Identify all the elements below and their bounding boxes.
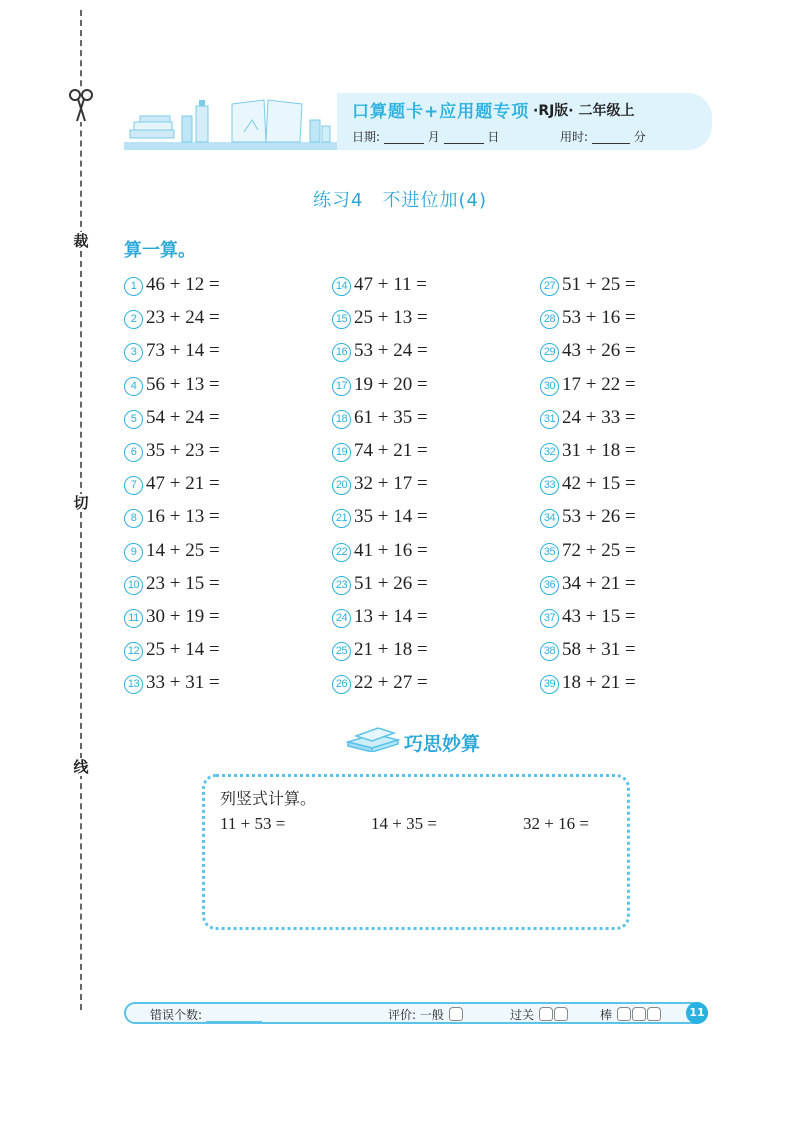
problem-expression: 19 + 20 = [354, 373, 428, 395]
problem-item [332, 406, 428, 430]
exercise-title: 练习4 不进位加(4) [313, 190, 487, 211]
problem-item [124, 373, 220, 397]
problem-number: 28 [540, 310, 559, 329]
problem-expression: 51 + 25 = [562, 274, 636, 295]
problem-expression: 74 + 21 = [354, 440, 428, 461]
problem-number: 15 [332, 310, 351, 329]
problem-number: 33 [540, 476, 559, 495]
problem-number: 10 [124, 576, 143, 595]
time-field [560, 128, 646, 145]
problem-item [124, 572, 220, 596]
date-label: 日期: [352, 130, 381, 144]
problem-item [332, 605, 428, 629]
problem-number: 3 [124, 343, 143, 362]
problem-number: 39 [540, 675, 559, 694]
rating-level-2: 过关 [510, 1008, 535, 1022]
page-number: 11 [686, 1002, 708, 1024]
problem-expression: 25 + 14 = [146, 639, 220, 661]
day-blank[interactable] [444, 132, 484, 144]
problem-item [124, 406, 220, 430]
month-blank[interactable] [384, 132, 424, 144]
problem-expression: 34 + 21 = [562, 572, 636, 594]
problem-expression: 18 + 21 = [562, 672, 636, 694]
thumb-icon[interactable] [449, 1007, 463, 1021]
problem-number: 4 [124, 377, 143, 396]
problem-number: 36 [540, 576, 559, 595]
problem-item [332, 539, 428, 563]
thumb-icon[interactable] [632, 1007, 646, 1021]
book-title: 口算题卡+应用题专项 [352, 102, 530, 122]
rating-level-3: 棒 [600, 1008, 613, 1022]
problem-expression: 43 + 26 = [562, 340, 636, 362]
problem-number: 9 [124, 543, 143, 562]
month-label: 月 [427, 130, 440, 144]
cut-label-qie: 切 [73, 494, 89, 512]
vertical-problem: 14 + 35 = [371, 814, 437, 833]
problem-expression: 53 + 26 = [562, 506, 636, 528]
books-icon [344, 724, 402, 752]
problem-number: 32 [540, 443, 559, 462]
think-title: 巧思妙算 [404, 733, 481, 755]
problem-item [124, 472, 220, 496]
problem-item [124, 306, 220, 330]
problem-item [540, 472, 636, 496]
problem-number: 34 [540, 509, 559, 528]
scissors-icon [68, 88, 94, 122]
problem-expression: 23 + 15 = [146, 572, 220, 594]
problem-expression: 14 + 25 = [146, 539, 220, 561]
problem-item [124, 273, 220, 297]
thumb-icon[interactable] [554, 1007, 568, 1021]
problem-item [540, 406, 636, 430]
problem-expression: 53 + 16 = [562, 307, 636, 329]
problem-item [540, 273, 636, 297]
problem-item [540, 373, 636, 397]
problem-item [332, 671, 428, 695]
problem-number: 7 [124, 476, 143, 495]
problem-number: 6 [124, 443, 143, 462]
problem-item [332, 339, 428, 363]
problem-item [540, 572, 636, 596]
problem-item [332, 439, 428, 463]
problem-number: 19 [332, 443, 351, 462]
header-illustration [124, 96, 340, 152]
problem-item [540, 306, 636, 330]
day-label: 日 [487, 130, 500, 144]
problem-item [332, 505, 428, 529]
thumb-icon[interactable] [647, 1007, 661, 1021]
date-field [352, 128, 499, 145]
problem-number: 2 [124, 310, 143, 329]
minute-label: 分 [633, 130, 646, 144]
think-instruction: 列竖式计算。 [220, 789, 317, 808]
problem-number: 11 [124, 609, 143, 628]
thumb-icon[interactable] [539, 1007, 553, 1021]
rating-level-1: 一般 [419, 1008, 444, 1022]
problem-item [332, 306, 428, 330]
problem-number: 8 [124, 509, 143, 528]
book-edition: ·RJ版· 二年级上 [533, 103, 635, 119]
problem-number: 25 [332, 642, 351, 661]
problem-expression: 47 + 11 = [354, 274, 427, 295]
problem-expression: 21 + 18 = [354, 639, 428, 661]
rating-pass [510, 1006, 568, 1023]
problem-number: 30 [540, 377, 559, 396]
problem-expression: 72 + 25 = [562, 539, 636, 561]
problem-number: 18 [332, 410, 351, 429]
problem-expression: 30 + 19 = [146, 606, 220, 627]
problem-item [540, 638, 636, 662]
problem-item [540, 605, 636, 629]
vertical-problem: 32 + 16 = [523, 814, 589, 833]
problem-expression: 31 + 18 = [562, 440, 636, 461]
problem-number: 24 [332, 609, 351, 628]
problem-item [332, 472, 428, 496]
problem-item [124, 505, 220, 529]
problem-expression: 13 + 14 = [354, 606, 428, 627]
vertical-problem: 11 + 53 = [220, 814, 286, 833]
problem-number: 20 [332, 476, 351, 495]
rating-label: 评价: [388, 1008, 417, 1022]
problem-number: 13 [124, 675, 143, 694]
problem-number: 16 [332, 343, 351, 362]
problem-expression: 22 + 27 = [354, 672, 428, 694]
problem-item [332, 638, 428, 662]
problem-expression: 54 + 24 = [146, 406, 220, 428]
rating-field [388, 1006, 463, 1023]
section-title: 算一算。 [124, 240, 196, 261]
problem-item [540, 671, 636, 695]
errors-label: 错误个数: [150, 1008, 203, 1022]
thumb-icon[interactable] [617, 1007, 631, 1021]
problem-expression: 33 + 31 = [146, 672, 220, 694]
problem-number: 31 [540, 410, 559, 429]
problem-number: 5 [124, 410, 143, 429]
problem-expression: 35 + 14 = [354, 506, 428, 528]
problem-expression: 43 + 15 = [562, 606, 636, 627]
problem-number: 1 [124, 277, 143, 296]
problem-number: 27 [540, 277, 559, 296]
errors-field [150, 1006, 262, 1023]
problem-expression: 25 + 13 = [354, 307, 428, 329]
problem-expression: 51 + 26 = [354, 572, 428, 594]
cut-label-cai: 裁 [73, 232, 89, 250]
problem-item [540, 439, 636, 463]
problem-item [332, 273, 427, 297]
problem-expression: 47 + 21 = [146, 473, 220, 495]
problem-expression: 53 + 24 = [354, 340, 428, 362]
rating-great [600, 1006, 661, 1023]
problem-expression: 42 + 15 = [562, 473, 636, 495]
problem-expression: 23 + 24 = [146, 307, 220, 329]
problem-expression: 35 + 23 = [146, 440, 220, 461]
problem-expression: 46 + 12 = [146, 274, 220, 295]
errors-blank[interactable] [206, 1010, 262, 1022]
problem-number: 37 [540, 609, 559, 628]
problem-expression: 41 + 16 = [354, 539, 428, 561]
problem-number: 29 [540, 343, 559, 362]
time-label: 用时: [560, 130, 589, 144]
problem-item [540, 505, 636, 529]
problem-expression: 17 + 22 = [562, 373, 636, 395]
problem-number: 14 [332, 277, 351, 296]
problem-item [540, 339, 636, 363]
problem-item [124, 439, 220, 463]
problem-item [124, 339, 220, 363]
problem-expression: 58 + 31 = [562, 639, 636, 661]
problem-number: 17 [332, 377, 351, 396]
problem-item [124, 671, 220, 695]
problem-number: 26 [332, 675, 351, 694]
problem-expression: 32 + 17 = [354, 473, 428, 495]
problem-item [124, 605, 220, 629]
problem-item [124, 638, 220, 662]
problem-item [332, 373, 428, 397]
problem-number: 38 [540, 642, 559, 661]
problem-item [124, 539, 220, 563]
problem-expression: 24 + 33 = [562, 406, 636, 428]
problem-expression: 16 + 13 = [146, 506, 220, 528]
problem-number: 23 [332, 576, 351, 595]
problem-number: 35 [540, 543, 559, 562]
problem-expression: 56 + 13 = [146, 373, 220, 395]
problem-number: 21 [332, 509, 351, 528]
problem-number: 12 [124, 642, 143, 661]
problem-item [332, 572, 428, 596]
problem-item [540, 539, 636, 563]
problem-expression: 73 + 14 = [146, 340, 220, 362]
problem-number: 22 [332, 543, 351, 562]
cut-label-xian: 线 [73, 758, 89, 776]
problem-expression: 61 + 35 = [354, 406, 428, 428]
minute-blank[interactable] [592, 132, 630, 144]
